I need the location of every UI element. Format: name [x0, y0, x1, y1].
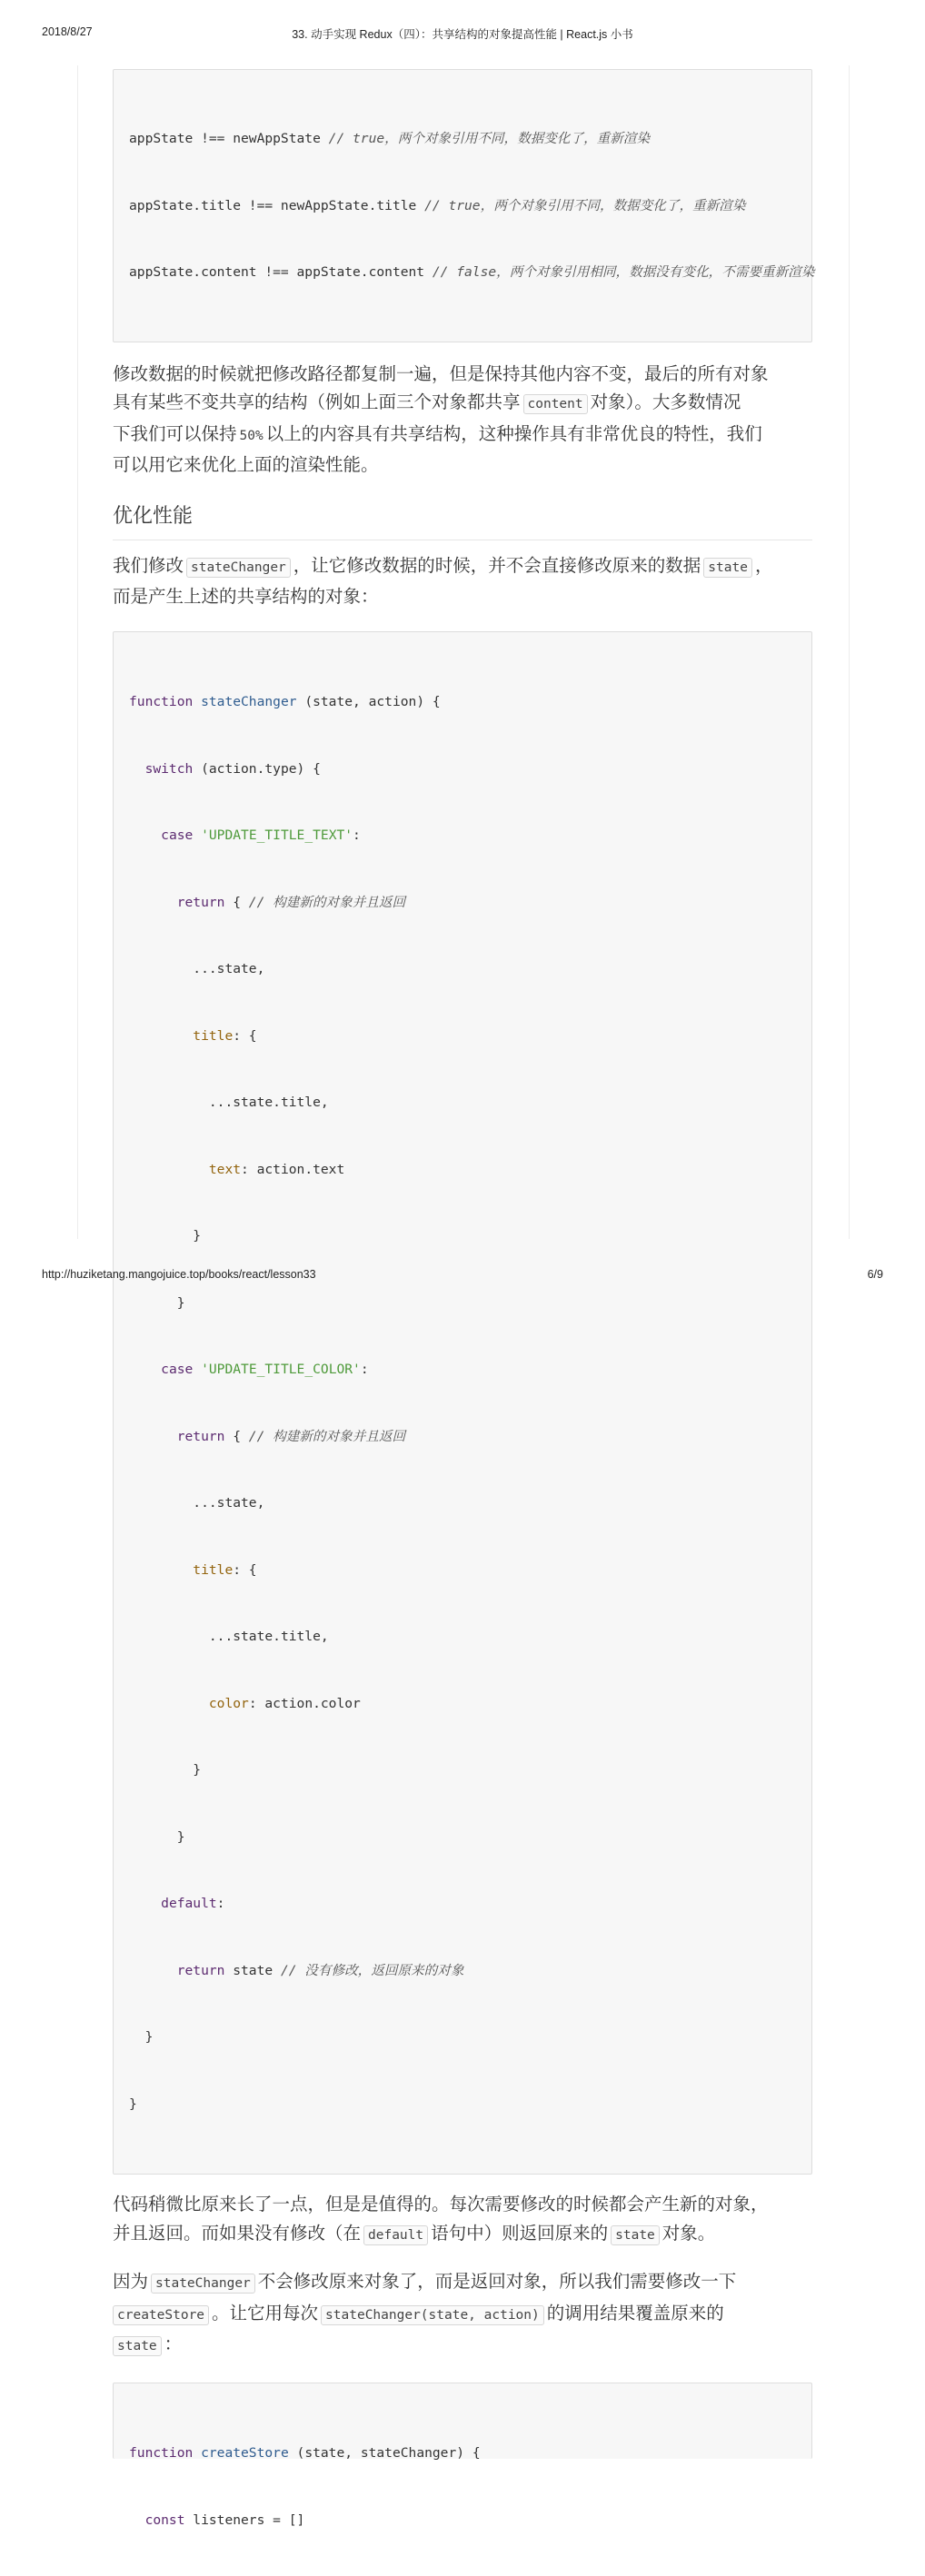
para-line — [113, 2267, 812, 2299]
code-text: (state, action) { — [296, 694, 441, 710]
code-text: } — [176, 1828, 185, 1845]
code-text: ...state.title, — [208, 1095, 329, 1111]
code-text: (state, stateChanger) { — [288, 2445, 481, 2462]
inline-code-percent: 50% — [239, 428, 264, 443]
code-keyword: function — [129, 694, 194, 710]
inline-code-state: state — [113, 2336, 162, 2356]
code-line — [129, 1492, 796, 1515]
para-text: 以上的内容具有共享结构，这种操作具有非常优良的特性，我们 — [265, 422, 762, 444]
inline-code-state: state — [611, 2225, 660, 2245]
code-line — [129, 128, 796, 151]
code-comment: // true，两个对象引用不同，数据变化了，重新渲染 — [424, 197, 746, 213]
code-line — [129, 1759, 796, 1782]
code-line — [129, 1560, 796, 1582]
para-text: 不会修改原来对象了，而是返回对象，所以我们需要修改一下 — [257, 2271, 737, 2293]
code-text: : action.text — [241, 1161, 345, 1177]
code-line — [129, 2510, 796, 2532]
code-keyword: case — [161, 1362, 194, 1378]
inline-code-default: default — [363, 2225, 428, 2245]
paragraph-modify-statechanger — [113, 551, 812, 611]
code-property: color — [208, 1695, 249, 1711]
code-text: { — [224, 894, 249, 910]
code-comment: // false，两个对象引用相同，数据没有变化，不需要重新渲染 — [432, 264, 815, 280]
code-line — [129, 2026, 796, 2049]
code-line — [129, 1426, 796, 1449]
code-text: state — [224, 1962, 281, 1978]
code-text: : action.color — [248, 1695, 361, 1711]
code-line — [129, 1960, 796, 1983]
code-line — [129, 1293, 796, 1315]
code-text: ...state, — [193, 1495, 265, 1511]
code-keyword: return — [176, 1962, 225, 1978]
code-text: appState !== newAppState — [129, 131, 329, 146]
print-page-number: 6/9 — [867, 1268, 883, 1281]
code-keyword: case — [161, 827, 194, 844]
code-block-state-compare — [113, 69, 815, 342]
para-line — [113, 2219, 812, 2251]
para-text: 下我们可以保持 — [113, 422, 237, 444]
code-line — [129, 1626, 796, 1649]
para-text: 的调用结果覆盖原来的 — [546, 2302, 724, 2323]
code-property: title — [193, 1027, 234, 1044]
code-line — [129, 825, 796, 847]
code-string: 'UPDATE_TITLE_COLOR' — [201, 1362, 361, 1378]
print-footer — [0, 1268, 925, 1284]
code-text: ...state.title, — [208, 1629, 329, 1645]
para-line — [113, 2330, 812, 2362]
para-text: 对象。 — [661, 2222, 716, 2244]
inline-code-statechanger: stateChanger — [151, 2274, 255, 2294]
code-comment: // 没有修改，返回原来的对象 — [280, 1962, 464, 1978]
code-text: appState.content !== appState.content — [129, 264, 433, 280]
code-line — [129, 1225, 796, 1248]
paragraph-shared-structure — [113, 360, 812, 480]
print-header — [0, 25, 925, 42]
code-block-statechanger — [113, 631, 812, 2175]
inline-code-call: stateChanger(state, action) — [321, 2305, 544, 2325]
para-line — [113, 2299, 812, 2331]
print-url: http://huziketang.mangojuice.top/books/react/lesson33 — [42, 1268, 316, 1281]
code-line — [129, 195, 796, 218]
code-line — [129, 758, 796, 781]
para-line: 可以用它来优化上面的渲染性能。 — [113, 454, 379, 476]
para-text: 并且返回。而如果没有修改（在 — [113, 2222, 362, 2244]
para-line — [113, 420, 812, 451]
paragraph-worth-it — [113, 2190, 812, 2250]
para-text: ， — [754, 554, 773, 576]
code-text: listeners = [] — [184, 2512, 305, 2528]
code-line — [129, 1359, 796, 1382]
code-keyword: return — [176, 894, 225, 910]
inline-code-content: content — [523, 394, 588, 414]
code-text: : — [360, 1362, 369, 1378]
code-line — [129, 1827, 796, 1849]
code-text: ...state, — [193, 961, 265, 977]
para-text: 。让它用每次 — [212, 2302, 319, 2323]
code-text: } — [176, 1294, 185, 1311]
para-text: 具有某些不变共享的结构（例如上面三个对象都共享 — [113, 391, 521, 413]
code-line — [129, 1092, 796, 1115]
code-keyword: const — [144, 2512, 185, 2528]
code-comment: // 构建新的对象并且返回 — [248, 894, 406, 910]
inline-code-state: state — [703, 558, 752, 578]
code-text: (action.type) { — [193, 760, 321, 777]
inline-code-createstore: createStore — [113, 2305, 209, 2325]
para-line — [113, 388, 812, 420]
para-text: 我们修改 — [113, 554, 184, 576]
code-keyword: function — [129, 2445, 194, 2462]
para-text: ，让它修改数据的时候，并不会直接修改原来的数据 — [293, 554, 701, 576]
code-line — [129, 1159, 796, 1182]
para-text: 语句中）则返回原来的 — [431, 2222, 609, 2244]
code-line — [129, 262, 815, 284]
code-line — [129, 892, 796, 915]
code-line — [129, 1893, 796, 1916]
code-text: : — [353, 827, 361, 844]
code-text: appState.title !== newAppState.title — [129, 197, 425, 213]
code-text: } — [193, 1762, 202, 1778]
code-text: } — [193, 1228, 202, 1244]
code-text: : { — [233, 1561, 257, 1578]
para-text: ： — [164, 2333, 183, 2355]
article-content — [113, 69, 815, 2528]
paragraph-createstore — [113, 2267, 812, 2362]
code-text: : — [216, 1896, 225, 1912]
code-text: } — [144, 2029, 154, 2046]
code-line — [129, 2094, 796, 2116]
code-text: } — [129, 2095, 137, 2112]
para-line: 代码稍微比原来长了一点，但是是值得的。每次需要修改的时候都会产生新的对象， — [113, 2194, 769, 2215]
code-line — [129, 958, 796, 981]
code-property: title — [193, 1561, 234, 1578]
code-function-name: stateChanger — [201, 694, 297, 710]
code-block-createstore — [113, 2383, 812, 2528]
code-text: : { — [233, 1027, 257, 1044]
para-text: 对象）。大多数情况 — [590, 391, 741, 413]
code-string: 'UPDATE_TITLE_TEXT' — [201, 827, 353, 844]
code-line — [129, 2442, 796, 2465]
code-keyword: default — [161, 1896, 217, 1912]
para-text: 因为 — [113, 2271, 149, 2293]
print-title: 33. 动手实现 Redux（四）：共享结构的对象提高性能 | React.js 小书 — [292, 28, 633, 41]
para-line: 修改数据的时候就把修改路径都复制一遍，但是保持其他内容不变，最后的所有对象 — [113, 362, 769, 384]
code-property: text — [208, 1161, 242, 1177]
code-function-name: createStore — [201, 2445, 289, 2462]
code-line — [129, 691, 796, 714]
para-line — [113, 551, 812, 583]
code-line — [129, 1693, 796, 1716]
code-keyword: switch — [144, 760, 194, 777]
code-text: { — [224, 1428, 249, 1444]
code-line — [129, 1025, 796, 1048]
section-heading: 优化性能 — [113, 503, 812, 540]
code-comment: // 构建新的对象并且返回 — [248, 1428, 406, 1444]
code-comment: // true，两个对象引用不同，数据变化了，重新渲染 — [328, 131, 651, 146]
para-line: 而是产生上述的共享结构的对象： — [113, 586, 379, 608]
print-date: 2018/8/27 — [42, 25, 93, 38]
code-keyword: return — [176, 1428, 225, 1444]
inline-code-statechanger: stateChanger — [186, 558, 291, 578]
